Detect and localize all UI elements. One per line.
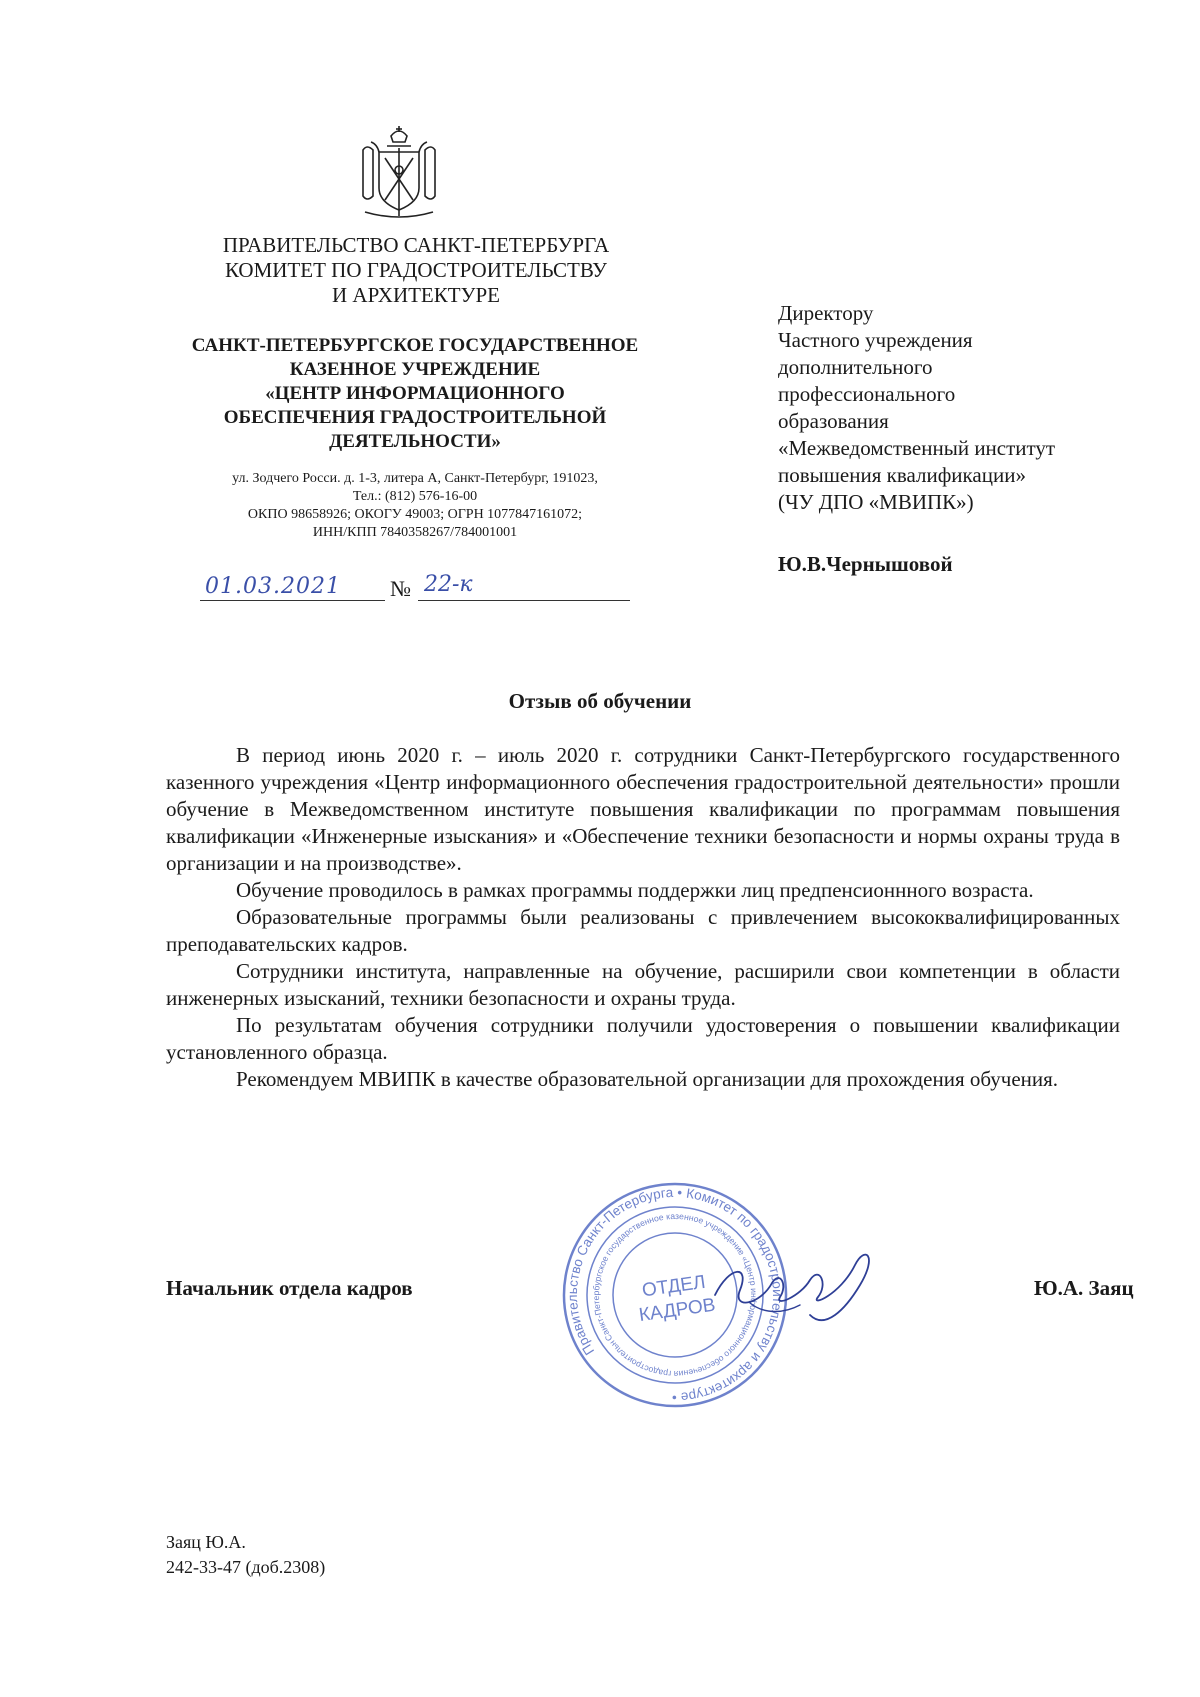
contact-phone: 242-33-47 (доб.2308) [166,1557,326,1577]
stamp-inner-textpath: Санкт-Петербургское государственное казенное учреждение «Центр информационного обеспечения градостроительной [590,1210,760,1380]
addressee-line: Директору [778,301,874,325]
organization-name [160,334,670,454]
body-paragraph: В период июнь 2020 г. – июль 2020 г. сотрудники Санкт-Петербургского государственного казенного учреждения «Центр информационного обеспечения градостроительной деятельности» прошли обучение в Межведомственном институте повышения квалификации по программам повышения квалификации «Инженерные изыскания» и «Обеспечение техники безопасности и нормы охраны труда в организации и на производстве». [166,743,1120,875]
government-header [188,233,644,308]
organization-line: ДЕЯТЕЛЬНОСТИ» [329,431,501,452]
addressee-line: образования [778,409,889,433]
addressee-line: Частного учреждения [778,328,973,352]
addressee-line: повышения квалификации» [778,463,1026,487]
organization-line: ОБЕСПЕЧЕНИЯ ГРАДОСТРОИТЕЛЬНОЙ [223,407,607,428]
handwritten-number: 22-к [424,572,473,597]
body-paragraph: Сотрудники института, направленные на обучение, расширили свои компетенции в области инженерных изысканий, техники безопасности и охраны труда. [166,959,1120,1010]
contact-footer [166,1530,325,1580]
stamp-outer-textpath: Правительство Санкт-Петербурга • Комитет по градостроительству и архитектуре • [564,1184,786,1406]
address-line: ул. Зодчего Росси. д. 1-3, литера А, Санкт-Петербург, 191023, [232,471,598,486]
body-paragraph: По результатам обучения сотрудники получили удостоверения о повышении квалификации установленного образца. [166,1013,1120,1064]
coat-of-arms-emblem [357,126,441,222]
addressee-line: «Межведомственный институт [778,436,1056,460]
addressee-block [778,300,1138,516]
addressee-line: дополнительного [778,355,933,379]
stamp-center-line: ОТДЕЛ [640,1271,707,1302]
contact-name: Заяц Ю.А. [166,1532,246,1552]
stamp-center-line: КАДРОВ [637,1294,717,1327]
body-paragraph: Образовательные программы были реализованы с привлечением высококвалифицированных преподавательских кадров. [166,905,1120,956]
signer-name: Ю.А. Заяц [1034,1276,1134,1300]
document-reference [200,570,630,606]
organization-line: КАЗЕННОЕ УЧРЕЖДЕНИЕ [289,359,541,380]
organization-line: САНКТ-ПЕТЕРБУРГСКОЕ ГОСУДАРСТВЕННОЕ [191,335,639,356]
government-line: КОМИТЕТ ПО ГРАДОСТРОИТЕЛЬСТВУ [224,258,608,282]
tax-id-line: ИНН/КПП 7840358267/784001001 [312,525,518,540]
body-paragraph: Обучение проводилось в рамках программы поддержки лиц предпенсионнного возраста. [236,878,1034,902]
number-sign: № [390,576,411,601]
government-line: ПРАВИТЕЛЬСТВО САНКТ-ПЕТЕРБУРГА [222,233,610,257]
phone-line: Тел.: (812) 576-16-00 [352,489,478,504]
document-title: Отзыв об обучении [508,689,692,713]
government-line: И АРХИТЕКТУРЕ [332,283,500,307]
date-underline [200,600,385,601]
handwritten-date: 01.03.2021 [205,574,341,599]
signer-position: Начальник отдела кадров [166,1276,413,1300]
number-underline [418,600,630,601]
organization-address [180,470,650,542]
addressee-name: Ю.В.Чернышовой [778,552,953,576]
addressee-line: (ЧУ ДПО «МВИПК») [778,490,974,514]
letter-body [166,742,1120,1093]
body-paragraph: Рекомендуем МВИПК в качестве образовательной организации для прохождения обучения. [236,1067,1059,1091]
addressee-line: профессионального [778,382,956,406]
registry-codes-line: ОКПО 98658926; ОКОГУ 49003; ОГРН 1077847161072; [247,507,583,522]
organization-line: «ЦЕНТР ИНФОРМАЦИОННОГО [265,383,565,404]
handwritten-signature [710,1235,880,1345]
